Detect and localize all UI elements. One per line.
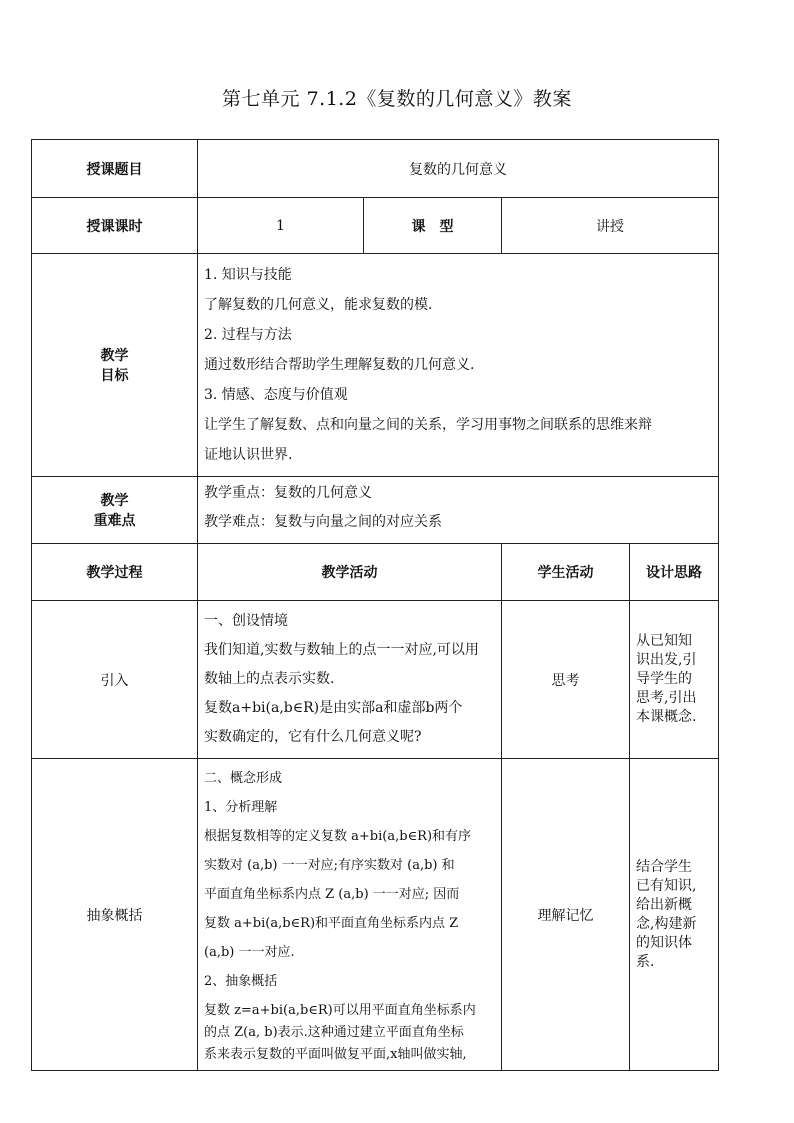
row-topic	[32, 140, 719, 198]
key-point-line: 教学重点：复数的几何意义	[204, 485, 372, 501]
topic-value: 复数的几何意义	[198, 140, 719, 198]
header-activity: 教学活动	[198, 544, 502, 601]
objectives-content	[198, 254, 719, 477]
activity-line: 一、创设情境	[204, 613, 288, 629]
activity-line: 实数对 (a,b) 一一对应;有序实数对 (a,b) 和	[204, 858, 455, 873]
objective-line: 1. 知识与技能	[204, 267, 292, 283]
objective-line: 3. 情感、态度与价值观	[204, 387, 348, 403]
header-student: 学生活动	[502, 544, 630, 601]
row-abstract	[32, 759, 719, 1071]
activity-line: 2、抽象概括	[204, 974, 278, 989]
key-point-line: 教学难点：复数与向量之间的对应关系	[204, 514, 442, 530]
activity-line: 我们知道,实数与数轴上的点一一对应,可以用	[204, 642, 479, 658]
activity-line: 平面直角坐标系内点 Z (a,b) 一一对应; 因而	[204, 887, 460, 902]
intro-student: 思考	[502, 601, 630, 759]
activity-line: 的点 Z(a, b)表示.这种通过建立平面直角坐标	[204, 1025, 464, 1040]
objectives-label: 教学 目标	[32, 254, 198, 477]
row-process-header	[32, 544, 719, 601]
intro-activity	[198, 601, 502, 759]
objective-line: 2. 过程与方法	[204, 327, 292, 343]
document-title: 第七单元 7.1.2《复数的几何意义》教案	[222, 88, 572, 110]
abstract-design: 结合学生 已有知识, 给出新概 念,构建新 的知识体 系.	[630, 759, 719, 1071]
objective-line: 通过数形结合帮助学生理解复数的几何意义.	[204, 357, 475, 373]
row-objectives	[32, 254, 719, 477]
abstract-student: 理解记忆	[502, 759, 630, 1071]
intro-design: 从已知知 识出发,引 导学生的 思考,引出 本课概念.	[630, 601, 719, 759]
activity-line: 复数 z=a+bi(a,b∈R)可以用平面直角坐标系内	[204, 1003, 476, 1018]
activity-line: 复数 a+bi(a,b∈R)和平面直角坐标系内点 Z	[204, 916, 459, 931]
row-intro	[32, 601, 719, 759]
key-points-label: 教学 重难点	[32, 477, 198, 544]
header-design: 设计思路	[630, 544, 719, 601]
activity-line: 根据复数相等的定义复数 a+bi(a,b∈R)和有序	[204, 829, 472, 844]
row-hours	[32, 198, 719, 254]
activity-line: 实数确定的，它有什么几何意义呢?	[204, 729, 422, 745]
activity-line: 二、概念形成	[204, 771, 283, 786]
type-label: 课 型	[364, 198, 502, 254]
hours-label: 授课课时	[32, 198, 198, 254]
topic-label: 授课题目	[32, 140, 198, 198]
abstract-activity	[198, 759, 502, 1071]
key-points-content	[198, 477, 719, 544]
activity-line: 系来表示复数的平面叫做复平面,x轴叫做实轴,	[204, 1047, 467, 1062]
abstract-stage: 抽象概括	[32, 759, 198, 1071]
type-value: 讲授	[502, 198, 719, 254]
activity-line: 复数a+bi(a,b∈R)是由实部a和虚部b两个	[204, 700, 463, 716]
objective-line: 让学生了解复数、点和向量之间的关系，学习用事物之间联系的思维来辩	[204, 417, 652, 433]
lesson-plan-table	[31, 139, 719, 1071]
activity-line: 1、分析理解	[204, 800, 278, 815]
intro-stage: 引入	[32, 601, 198, 759]
activity-line: 数轴上的点表示实数.	[204, 671, 335, 687]
header-process: 教学过程	[32, 544, 198, 601]
objective-line: 了解复数的几何意义，能求复数的模.	[204, 297, 433, 313]
activity-line: (a,b) 一一对应.	[204, 945, 295, 960]
objective-line: 证地认识世界.	[204, 447, 293, 463]
row-key-points	[32, 477, 719, 544]
hours-value: 1	[198, 198, 364, 254]
